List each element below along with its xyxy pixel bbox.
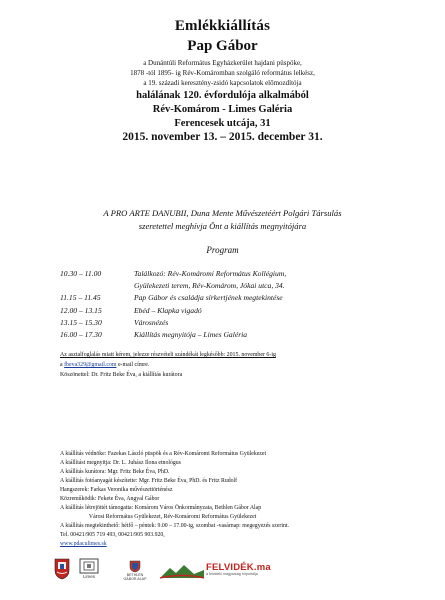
limes-gallery-logo: [78, 558, 100, 582]
credit-line: Hangszerek: Farkas Veronika művészettörténész: [60, 487, 173, 493]
exhibition-title: Emlékkiállítás: [174, 18, 271, 34]
felvidek-tagline: a felvidéki magyarság hírportálja: [206, 572, 258, 576]
bethlen-label: BETHLEN GÁBOR ALAP: [123, 573, 147, 581]
shield-icon: [54, 558, 70, 580]
credit-line: Tel. 00421/905 719 493, 00421/905 903.920,: [60, 532, 165, 538]
honoree-name: Pap Gábor: [187, 38, 258, 54]
felvidek-ma-logo: [206, 562, 276, 580]
subtitle-line-3: a 19. századi keresztény-zsidó kapcsolatok előmozdítója: [143, 79, 302, 87]
credit-line: A kiállítás védnöke: Fazekas László püspök és a Rév-Komáromi Református Gyülekezet: [60, 451, 267, 457]
exhibition-dates: 2015. november 13. – 2015. december 31.: [122, 131, 323, 143]
komarom-coat-of-arms-logo: [54, 558, 70, 580]
program-desc: Találkozó: Rév-Komáromi Református Kollégium,: [134, 269, 287, 278]
program-title: Program: [206, 245, 239, 255]
credit-line: A kiállítás kurátora: Mgr. Fritz Beke Éva, PhD.: [60, 469, 170, 475]
subtitle-line-2: 1878 -tól 1895- ig Rév-Komáromban szolgáló református lelkész,: [130, 69, 315, 77]
mountain-landscape-logo: [160, 562, 204, 580]
program-desc: Városnézés: [134, 318, 169, 327]
mountain-icon: [160, 562, 204, 580]
program-desc: Kiállítás megnyitója – Limes Galéria: [134, 330, 248, 339]
limes-label: Limes: [82, 574, 95, 579]
felvidek-label: FELVIDÉK.ma: [206, 562, 271, 573]
anniversary-line: halálának 120. évfordulója alkalmából: [136, 90, 309, 101]
program-desc: Pap Gábor és családja sírkertjének megtekintése: [134, 293, 283, 302]
credit-line: A kiállítás megtekinthető: hétfő – péntek: 9.00 – 17.00-ig, szombat -vasárnap: megegyezés szerint.: [60, 523, 289, 529]
program-time: 12.00 – 13.15: [60, 306, 102, 315]
subtitle-line-1: a Dunántúli Református Egyházkerület hajdani püspöke,: [143, 59, 302, 67]
program-time: 11.15 – 11.45: [60, 293, 101, 302]
invitation-line-2: szeretettel meghívja Önt a kiállítás megnyitójára: [138, 221, 307, 231]
rsvp-email-line: [60, 361, 149, 369]
credit-line: A kiállítást megnyitja: Dr. L. Juhász Ilona etnológus: [60, 460, 181, 466]
street-line: Ferencesek utcája, 31: [174, 118, 271, 129]
credit-line: A kiállítás létrejöttét támogatta: Komárom Város Önkormányzata, Bethlen Gábor Alap: [60, 505, 262, 511]
program-time: 10.30 – 11.00: [60, 269, 102, 278]
rsvp-email-link[interactable]: fbeva329@gmail.com: [64, 362, 117, 368]
rsvp-deadline: Az asztalfoglalás miatt kérem, jelezze részvételi szándékát legkésőbb: 2015. november 6-ig: [60, 352, 276, 358]
program-time: 16.00 – 17.30: [60, 330, 102, 339]
bethlen-gabor-alap-logo: [120, 559, 150, 583]
venue-line: Rév-Komárom - Limes Galéria: [152, 104, 293, 115]
website-link[interactable]: www.pdaculimes.sk: [60, 541, 107, 547]
crest-icon: [120, 559, 150, 573]
rsvp-suffix: e-mail címre.: [116, 362, 150, 368]
credit-line: A kiállítás fotóanyagát készítette: Mgr. Fritz Beke Éva, PhD. és Fritz Rudolf: [60, 478, 238, 484]
program-time: 13.15 – 15.30: [60, 318, 102, 327]
credit-line: Közreműködik: Fekete Éva, Angyal Gábor: [60, 496, 160, 502]
program-desc: Gyülekezeti terem, Rév-Komárom, Jókai utca, 34.: [134, 281, 285, 290]
rsvp-thanks: Köszönettel: Dr. Fritz Beke Éva, a kiállítás kurátora: [60, 372, 183, 378]
rsvp-prefix: a: [60, 362, 65, 368]
program-desc: Ebéd – Klapka vigadó: [134, 306, 202, 315]
gallery-frame-icon: [78, 558, 100, 574]
credit-line: Városi Református Gyülekezet, Rév-Komáromi Református Gyülekezet: [60, 514, 257, 520]
invitation-line-1: A PRO ARTE DANUBII, Duna Mente Művészetéért Polgári Társulás: [103, 208, 342, 218]
